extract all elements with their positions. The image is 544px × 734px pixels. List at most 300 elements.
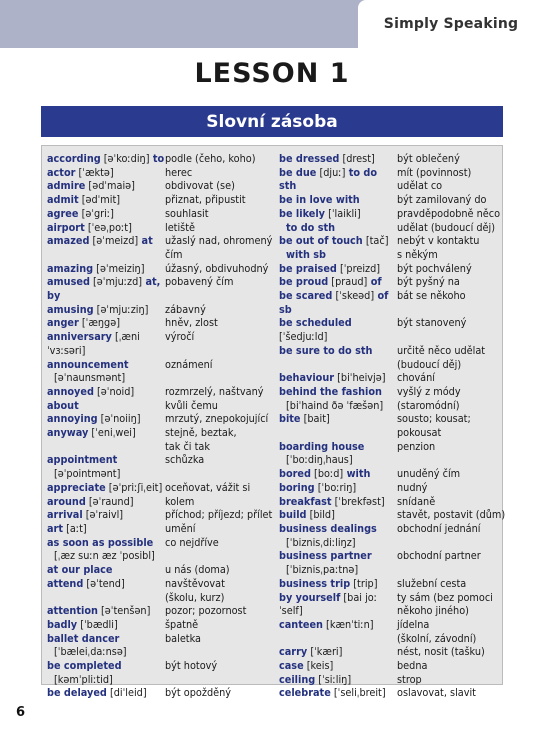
translation-line: unuděný čím	[397, 467, 461, 481]
english-term	[47, 385, 165, 412]
term-line	[279, 193, 397, 207]
term-continuation	[47, 371, 165, 385]
pronunciation: [əˈkoːdiŋ]	[100, 152, 150, 165]
headword: be due	[279, 165, 317, 179]
headword-tail: at, by	[47, 275, 161, 303]
headword-tail: at	[138, 234, 153, 248]
translation-line: letiště	[165, 220, 196, 234]
translation-line: mít (povinnost)	[397, 165, 472, 179]
vocab-entry	[47, 385, 275, 412]
vocab-entry	[47, 453, 275, 480]
english-term	[47, 632, 165, 659]
translation-line: jídelna	[397, 617, 430, 631]
headword: amazed	[47, 234, 90, 248]
translation-line: přiznat, připustit	[165, 193, 246, 207]
vocab-entry	[279, 495, 507, 509]
headword-tail: to	[149, 152, 165, 165]
vocabulary-column-right	[279, 152, 507, 700]
vocab-entry	[47, 604, 275, 618]
term-line	[279, 289, 397, 316]
vocab-entry	[279, 193, 507, 207]
headword: be scared	[279, 289, 333, 303]
pronunciation: [ˈpreizd]	[336, 261, 381, 275]
headword-tail: of sb	[279, 289, 389, 316]
vocab-entry	[279, 275, 507, 289]
english-term	[279, 645, 397, 659]
term-line	[47, 412, 165, 426]
headword: anniversary	[47, 330, 112, 344]
headword: ballet dancer	[47, 631, 120, 645]
term-line	[47, 358, 165, 372]
term-line	[279, 618, 397, 632]
headword: amusing	[47, 302, 94, 316]
czech-translation	[165, 358, 275, 385]
headword: anyway	[47, 426, 89, 440]
translation-line: oceňovat, vážit si	[165, 480, 251, 494]
english-term	[47, 481, 165, 495]
translation-line: bedna	[397, 659, 428, 673]
czech-translation	[397, 645, 507, 659]
headword-tail: to do sth	[286, 220, 336, 234]
headword: attention	[47, 604, 98, 618]
english-term	[279, 371, 397, 385]
vocab-entry	[47, 426, 275, 453]
headword: by yourself	[279, 590, 341, 604]
czech-translation	[397, 262, 507, 276]
headword: around	[47, 494, 86, 508]
term-line	[47, 166, 165, 180]
czech-translation	[165, 426, 275, 453]
headword: annoying	[47, 412, 98, 426]
pronunciation: [ˈlaikli]	[325, 206, 361, 220]
english-term	[47, 577, 165, 604]
czech-translation	[397, 193, 507, 207]
term-line	[47, 179, 165, 193]
pronunciation: [biˈhaind ðə ˈfæšən]	[286, 398, 384, 412]
english-term	[47, 426, 165, 453]
czech-translation	[165, 275, 275, 302]
vocab-entry	[47, 275, 275, 302]
pronunciation: [əˈnoiiŋ]	[97, 412, 141, 426]
translation-line: pozor; pozornost	[165, 604, 247, 618]
pronunciation: [ˈbiznisˌpaːtnə]	[286, 563, 359, 577]
vocab-entry	[279, 481, 507, 495]
term-line	[279, 166, 397, 193]
vocab-entry	[279, 166, 507, 193]
czech-translation	[397, 467, 507, 481]
czech-translation	[397, 412, 507, 439]
headword: breakfast	[279, 494, 332, 508]
pronunciation: [biˈheivjə]	[334, 371, 386, 385]
english-term	[47, 536, 165, 563]
pronunciation: [bai joːˈself]	[279, 590, 378, 618]
pronunciation: [ˌæniˈvɜːsəri]	[47, 330, 140, 357]
headword-tail: with	[343, 467, 371, 481]
czech-translation	[397, 275, 507, 289]
term-line	[279, 522, 397, 536]
translation-line: špatně	[165, 617, 199, 631]
headword: behaviour	[279, 371, 335, 385]
czech-translation	[165, 453, 275, 480]
vocab-entry	[279, 289, 507, 316]
czech-translation	[165, 330, 275, 357]
czech-translation	[165, 522, 275, 536]
headword: admire	[47, 179, 86, 193]
headword: arrival	[47, 508, 83, 522]
term-continuation	[47, 467, 165, 481]
term-continuation	[47, 549, 165, 563]
headword: be completed	[47, 659, 122, 673]
vocab-entry	[47, 481, 275, 495]
translation-line: nebýt v kontaktu	[397, 234, 480, 248]
headword: boring	[279, 480, 315, 494]
term-line	[47, 563, 165, 577]
vocab-entry	[279, 522, 507, 549]
english-term	[279, 659, 397, 673]
term-line	[47, 262, 165, 276]
czech-translation	[397, 385, 507, 412]
headword: according	[47, 152, 101, 165]
term-continuation	[279, 399, 397, 413]
term-line	[47, 221, 165, 235]
vocab-entry	[47, 166, 275, 180]
pronunciation: [əˈraund]	[85, 494, 134, 508]
vocab-entry	[47, 152, 275, 166]
headword: boarding house	[279, 439, 365, 453]
headword: airport	[47, 220, 85, 234]
headword: business trip	[279, 576, 351, 590]
headword: business dealings	[279, 521, 377, 535]
vocab-entry	[47, 358, 275, 385]
vocab-entry	[47, 522, 275, 536]
english-term	[279, 686, 397, 700]
term-line	[279, 577, 397, 591]
pronunciation: [ˈæŋgə]	[78, 316, 120, 330]
translation-line: pokousat	[397, 426, 442, 440]
czech-translation	[165, 385, 275, 412]
term-line	[47, 152, 165, 166]
translation-line: herec	[165, 165, 193, 179]
czech-translation	[165, 166, 275, 180]
term-line	[279, 686, 397, 700]
term-line	[47, 207, 165, 221]
term-continuation	[279, 563, 397, 577]
translation-line: navštěvovat	[165, 576, 225, 590]
translation-line: ty sám (bez pomoci	[397, 590, 493, 604]
english-term	[279, 289, 397, 316]
czech-translation	[165, 234, 275, 261]
vocab-entry	[47, 234, 275, 261]
czech-translation	[397, 618, 507, 645]
term-continuation	[47, 645, 165, 659]
czech-translation	[165, 221, 275, 235]
headword: attend	[47, 576, 84, 590]
translation-line: úžasný, obdivuhodný	[165, 261, 269, 275]
headword: annoyed	[47, 384, 94, 398]
headword: be delayed	[47, 686, 107, 700]
english-term	[47, 234, 165, 261]
vocab-entry	[279, 659, 507, 673]
pronunciation: [ˈšedjuːld]	[279, 330, 328, 344]
headword: anger	[47, 316, 79, 330]
english-term	[279, 591, 397, 618]
translation-line: hněv, zlost	[165, 316, 218, 330]
headword: amused	[47, 275, 90, 289]
czech-translation	[397, 495, 507, 509]
vocab-entry	[47, 495, 275, 509]
vocab-entry	[47, 577, 275, 604]
translation-line: sousto; kousat;	[397, 412, 471, 426]
term-line	[47, 495, 165, 509]
term-line	[279, 207, 397, 221]
vocab-entry	[279, 686, 507, 700]
vocab-entry	[47, 412, 275, 426]
translation-line: někoho jiného)	[397, 604, 469, 618]
pronunciation: [əˈtend]	[83, 576, 125, 590]
vocab-entry	[47, 330, 275, 357]
term-line	[47, 604, 165, 618]
pronunciation: [ˈeəˌpoːt]	[84, 220, 132, 234]
czech-translation	[397, 440, 507, 467]
english-term	[47, 686, 165, 700]
translation-line: baletka	[165, 631, 201, 645]
english-term	[279, 412, 397, 439]
translation-line: být opožděný	[165, 686, 232, 700]
english-term	[279, 275, 397, 289]
translation-line: schůzka	[165, 453, 205, 467]
english-term	[279, 234, 397, 261]
translation-line: být pyšný na	[397, 275, 460, 289]
czech-translation	[397, 207, 507, 234]
translation-line: (školu, kurz)	[165, 590, 225, 604]
vocab-entry	[279, 440, 507, 467]
vocab-entry	[47, 262, 275, 276]
czech-translation	[397, 673, 507, 687]
headword: behind the fashion	[279, 384, 382, 398]
headword-tail: of	[367, 275, 382, 289]
czech-translation	[165, 604, 275, 618]
vocab-entry	[279, 371, 507, 385]
english-term	[47, 618, 165, 632]
translation-line: (školní, závodní)	[397, 631, 477, 645]
headword: announcement	[47, 357, 129, 371]
headword: be dressed	[279, 152, 340, 165]
headword-tail: with sb	[286, 247, 326, 261]
english-term	[47, 659, 165, 686]
vocab-entry	[47, 563, 275, 577]
english-term	[279, 549, 397, 576]
english-term	[279, 467, 397, 481]
pronunciation: [əˈpriːʃiˌeit]	[105, 480, 163, 494]
czech-translation	[165, 316, 275, 330]
czech-translation	[165, 618, 275, 632]
vocab-entry	[279, 412, 507, 439]
term-line	[279, 412, 397, 426]
czech-translation	[165, 262, 275, 276]
english-term	[47, 207, 165, 221]
pronunciation: [ˈboːriŋ]	[314, 480, 357, 494]
term-line	[47, 193, 165, 207]
translation-line: obchodní jednání	[397, 521, 481, 535]
pronunciation: [ˈbædli]	[77, 617, 118, 631]
term-line	[47, 481, 165, 495]
czech-translation	[165, 686, 275, 700]
term-continuation	[279, 453, 397, 467]
pronunciation: [trip]	[350, 576, 378, 590]
english-term	[47, 508, 165, 522]
brand-title: Simply Speaking	[358, 0, 544, 48]
term-line	[47, 632, 165, 646]
pronunciation: [ˈæktə]	[75, 165, 114, 179]
term-line	[279, 508, 397, 522]
czech-translation	[397, 591, 507, 618]
term-line	[279, 645, 397, 659]
headword: ceiling	[279, 672, 316, 686]
term-line	[279, 659, 397, 673]
translation-line: mrzutý, znepokojující	[165, 412, 269, 426]
czech-translation	[165, 193, 275, 207]
headword: be out of touch	[279, 234, 363, 248]
english-term	[279, 344, 397, 371]
translation-line: pravděpodobně něco	[397, 206, 501, 220]
vocab-entry	[279, 577, 507, 591]
vocab-entry	[47, 686, 275, 700]
translation-line: výročí	[165, 330, 195, 344]
vocab-entry	[47, 536, 275, 563]
english-term	[279, 577, 397, 591]
czech-translation	[165, 481, 275, 495]
english-term	[279, 618, 397, 645]
translation-line: chování	[397, 371, 435, 385]
term-line	[279, 549, 397, 563]
term-line	[47, 522, 165, 536]
vocab-entry	[47, 193, 275, 207]
vocab-entry	[47, 316, 275, 330]
translation-line: čím	[165, 247, 183, 261]
vocab-entry	[279, 591, 507, 618]
translation-line: vyšlý z módy	[397, 384, 461, 398]
pronunciation: [əˈpointmənt]	[54, 467, 121, 481]
headword: be in love with	[279, 193, 360, 207]
vocab-entry	[279, 234, 507, 261]
pronunciation: [drest]	[339, 152, 375, 165]
pronunciation: [əˈnaunsmənt]	[54, 371, 126, 385]
term-line	[47, 426, 165, 440]
headword: be praised	[279, 261, 337, 275]
czech-translation	[397, 289, 507, 316]
english-term	[47, 166, 165, 180]
vocab-entry	[279, 673, 507, 687]
czech-translation	[397, 371, 507, 385]
czech-translation	[397, 234, 507, 261]
term-line	[279, 440, 397, 454]
english-term	[279, 262, 397, 276]
pronunciation: [keis]	[303, 659, 334, 673]
translation-line: podle (čeho, koho)	[165, 152, 256, 165]
term-line	[47, 316, 165, 330]
headword: actor	[47, 165, 76, 179]
translation-line: pobavený čím	[165, 275, 234, 289]
pronunciation: [ˈbiznisˌdiːliŋz]	[286, 535, 356, 549]
pronunciation: [əˈmjuːzd]	[89, 275, 143, 289]
headword: amazing	[47, 261, 94, 275]
pronunciation: [bait]	[300, 412, 330, 426]
translation-line: oznámení	[165, 357, 213, 371]
czech-translation	[397, 522, 507, 549]
translation-line: (staromódní)	[397, 398, 460, 412]
term-line	[279, 481, 397, 495]
vocab-entry	[279, 508, 507, 522]
headword: appointment	[47, 453, 118, 467]
translation-line: nudný	[397, 480, 428, 494]
term-line	[47, 686, 165, 700]
vocab-entry	[279, 618, 507, 645]
translation-line: být zamilovaný do	[397, 193, 487, 207]
term-continuation	[279, 536, 397, 550]
czech-translation	[397, 549, 507, 576]
translation-line: u nás (doma)	[165, 563, 230, 577]
pronunciation: [diˈleid]	[106, 686, 147, 700]
vocab-entry	[279, 207, 507, 234]
czech-translation	[397, 344, 507, 371]
pronunciation: [əˈmeiziŋ]	[93, 261, 145, 275]
czech-translation	[397, 659, 507, 673]
headword: as soon as possible	[47, 535, 154, 549]
headword-tail: about	[47, 398, 79, 412]
czech-translation	[165, 659, 275, 686]
vocab-entry	[279, 262, 507, 276]
czech-translation	[397, 481, 507, 495]
term-line	[47, 577, 165, 591]
term-line	[279, 234, 397, 248]
term-line	[47, 659, 165, 673]
translation-line: kolem	[165, 494, 195, 508]
translation-line: snídaně	[397, 494, 436, 508]
czech-translation	[397, 508, 507, 522]
pronunciation: [əˈmeizd]	[89, 234, 139, 248]
term-line	[47, 234, 165, 248]
term-line	[47, 385, 165, 412]
czech-translation	[165, 303, 275, 317]
translation-line: strop	[397, 672, 422, 686]
translation-line: umění	[165, 521, 196, 535]
english-term	[279, 193, 397, 207]
page-number: 6	[16, 705, 26, 720]
pronunciation: [ˌæz suːn æz ˈposibl]	[54, 549, 155, 563]
czech-translation	[165, 508, 275, 522]
pronunciation: [boːd]	[310, 467, 344, 481]
headword: carry	[279, 645, 308, 659]
term-line	[279, 591, 397, 618]
pronunciation: [djuː]	[316, 165, 346, 179]
czech-translation	[397, 686, 507, 700]
headword: be sure to do sth	[279, 343, 373, 357]
english-term	[47, 179, 165, 193]
term-line	[279, 262, 397, 276]
vocab-entry	[279, 467, 507, 481]
pronunciation: [tač]	[362, 234, 389, 248]
translation-line: s někým	[397, 247, 438, 261]
headword-tail: to do sth	[279, 165, 378, 193]
headword: canteen	[279, 617, 323, 631]
translation-line: užaslý nad, ohromený	[165, 234, 273, 248]
pronunciation: [praud]	[328, 275, 368, 289]
czech-translation	[165, 495, 275, 509]
english-term	[279, 522, 397, 549]
term-line	[279, 385, 397, 399]
translation-line: penzion	[397, 439, 436, 453]
pronunciation: [ˈbæleiˌdaːnsə]	[54, 645, 127, 659]
